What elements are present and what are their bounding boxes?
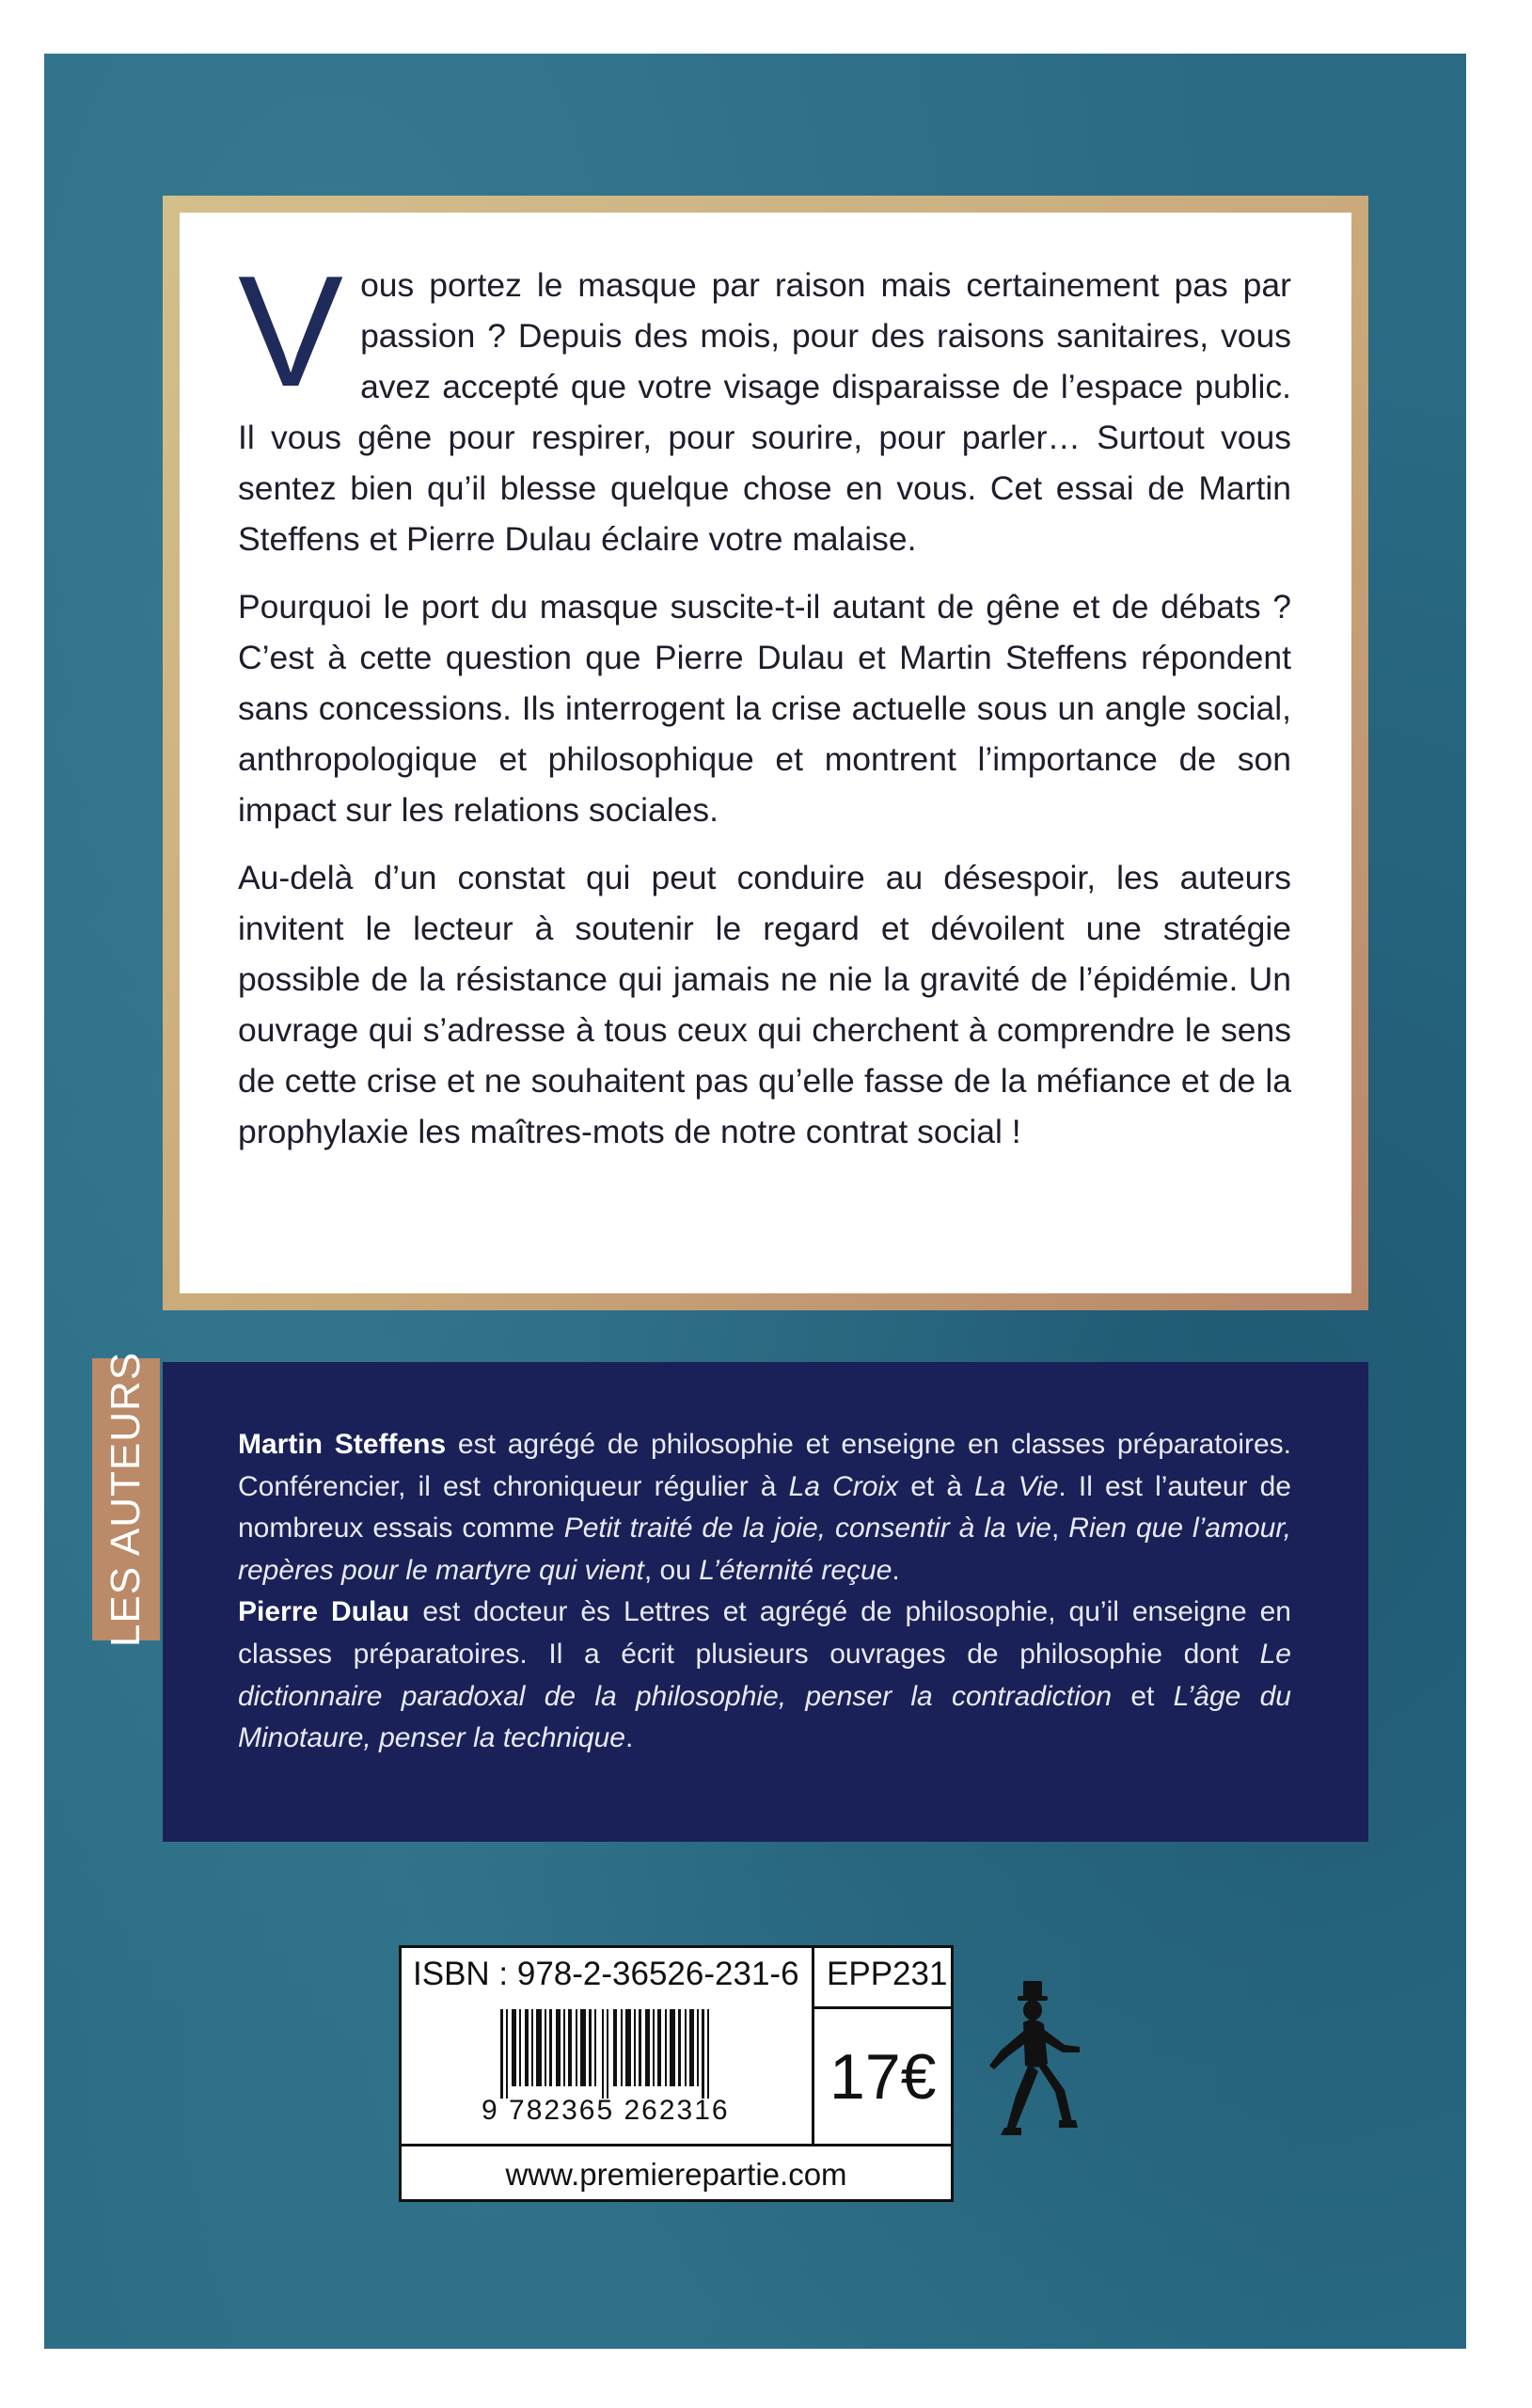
drop-cap: V xyxy=(238,243,344,420)
product-code: EPP231 xyxy=(827,1956,948,1992)
barcode-number: 9 782365 262316 xyxy=(482,2095,730,2126)
isbn-price-box xyxy=(399,1945,954,2202)
divider xyxy=(814,2006,954,2009)
authors-tab xyxy=(92,1351,160,1648)
authors-tab-label: LES AUTEURS xyxy=(103,1351,149,1648)
author-name: Martin Steffens xyxy=(238,1429,447,1460)
blurb-paragraph-3: Au-delà d’un constat qui peut conduire au désespoir, les auteurs invitent le lecteur à soutenir le regard et dévoilent une stratégie possible de la résistance qui jamais ne nie la gravité de l’épidémie. Un ouvrage qui s’adresse à tous ceux qui cherchent à comprendre le sens de cette crise et ne souhaitent pas qu’elle fasse de la méfiance et de la prophylaxie les maîtres-mots de notre contrat social ! xyxy=(238,859,1291,1150)
blurb-text xyxy=(238,243,1291,1174)
barcode xyxy=(500,2009,717,2099)
bio-steffens: Martin Steffens est agrégé de philosophie et enseigne en classes préparatoires. Conférencier, il est chroniqueur régulier à La Croix et à La Vie. Il est l’auteur de nombreux essais comme Petit traité de la joie, consentir à la vie, Rien que l’amour, repères pour le martyre qui vient, ou L’éternité reçue. xyxy=(238,1429,1292,1586)
publisher-url: www.premierepartie.com xyxy=(505,2157,847,2192)
blurb-paragraph-2: Pourquoi le port du masque suscite-t-il autant de gêne et de débats ? C’est à cette question que Pierre Dulau et Martin Steffens répondent sans concessions. Ils interrogent la crise actuelle sous un angle social, anthropologique et philosophique et montrent l’importance de son impact sur les relations sociales. xyxy=(238,588,1291,829)
isbn-number: ISBN : 978-2-36526-231-6 xyxy=(413,1956,799,1992)
divider xyxy=(402,2144,951,2147)
author-bios xyxy=(238,1424,1291,1760)
isbn-section xyxy=(402,1948,814,2144)
bio-dulau: Pierre Dulau est docteur ès Lettres et agrégé de philosophie, qu’il enseigne en classes préparatoires. Il a écrit plusieurs ouvrages de philosophie dont Le dictionnaire paradoxal de la philosophie, penser la contradiction et L’âge du Minotaure, penser la technique. xyxy=(238,1596,1291,1754)
blurb-paragraph-1: Vous portez le masque par raison mais certainement pas par passion ? Depuis des mois, pour des raisons sanitaires, vous avez accepté que votre visage disparaisse de l’espace public. Il vous gêne pour respirer, pour sourire, pour parler… Surtout vous sentez bien qu’il blesse quelque chose en vous. Cet essai de Martin Steffens et Pierre Dulau éclaire votre malaise. xyxy=(238,243,1291,558)
author-name: Pierre Dulau xyxy=(238,1596,410,1628)
dancing-man-silhouette-icon xyxy=(982,1979,1085,2139)
price: 17€ xyxy=(829,2041,937,2113)
